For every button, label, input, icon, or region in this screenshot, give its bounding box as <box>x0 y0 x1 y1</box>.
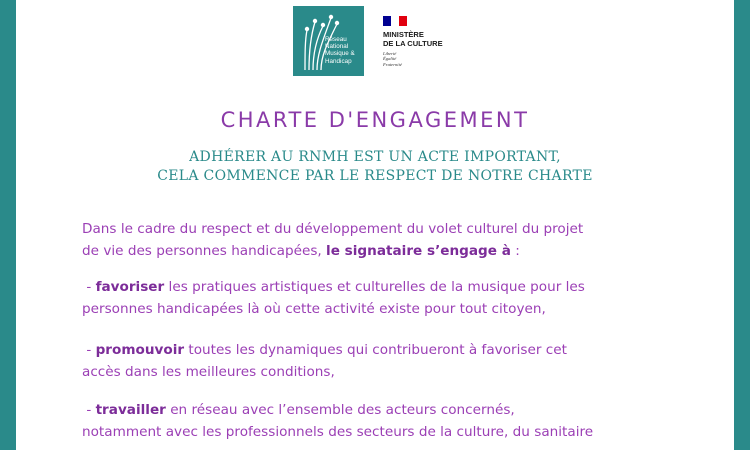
commitment-item: - favoriser les pratiques artistiques et culturelles de la musique pour les personnes handicapées là où cette activité existe pour tout citoyen, <box>82 279 585 317</box>
ministere-culture-logo <box>383 16 483 74</box>
page-title: CHARTE D'ENGAGEMENT <box>220 108 530 132</box>
ministere-title: MINISTÈRE DE LA CULTURE <box>383 30 443 48</box>
french-flag-icon <box>383 16 407 26</box>
intro-paragraph: Dans le cadre du respect et du développement du volet culturel du projet de vie des personnes handicapées, le signataire s’engage à : <box>82 221 584 259</box>
logo-bar <box>16 6 734 78</box>
republic-motto: Liberté Égalité Fraternité <box>383 51 402 67</box>
charter-page <box>16 0 734 450</box>
commitment-item: - travailler en réseau avec l’ensemble des acteurs concernés, notamment avec les professionnels des secteurs de la culture, du sanitaire <box>82 402 594 440</box>
commitment-item: - promouvoir toutes les dynamiques qui contribueront à favoriser cet accès dans les meilleures conditions, <box>82 342 567 380</box>
rnmh-logo <box>293 6 364 76</box>
signatory-commitment: le signataire s’engage à <box>326 243 511 259</box>
page-subtitle: ADHÉRER AU RNMH EST UN ACTE IMPORTANT, CELA COMMENCE PAR LE RESPECT DE NOTRE CHARTE <box>157 149 593 184</box>
rnmh-logo-text: Réseau National Musique & Handicap <box>325 36 355 65</box>
